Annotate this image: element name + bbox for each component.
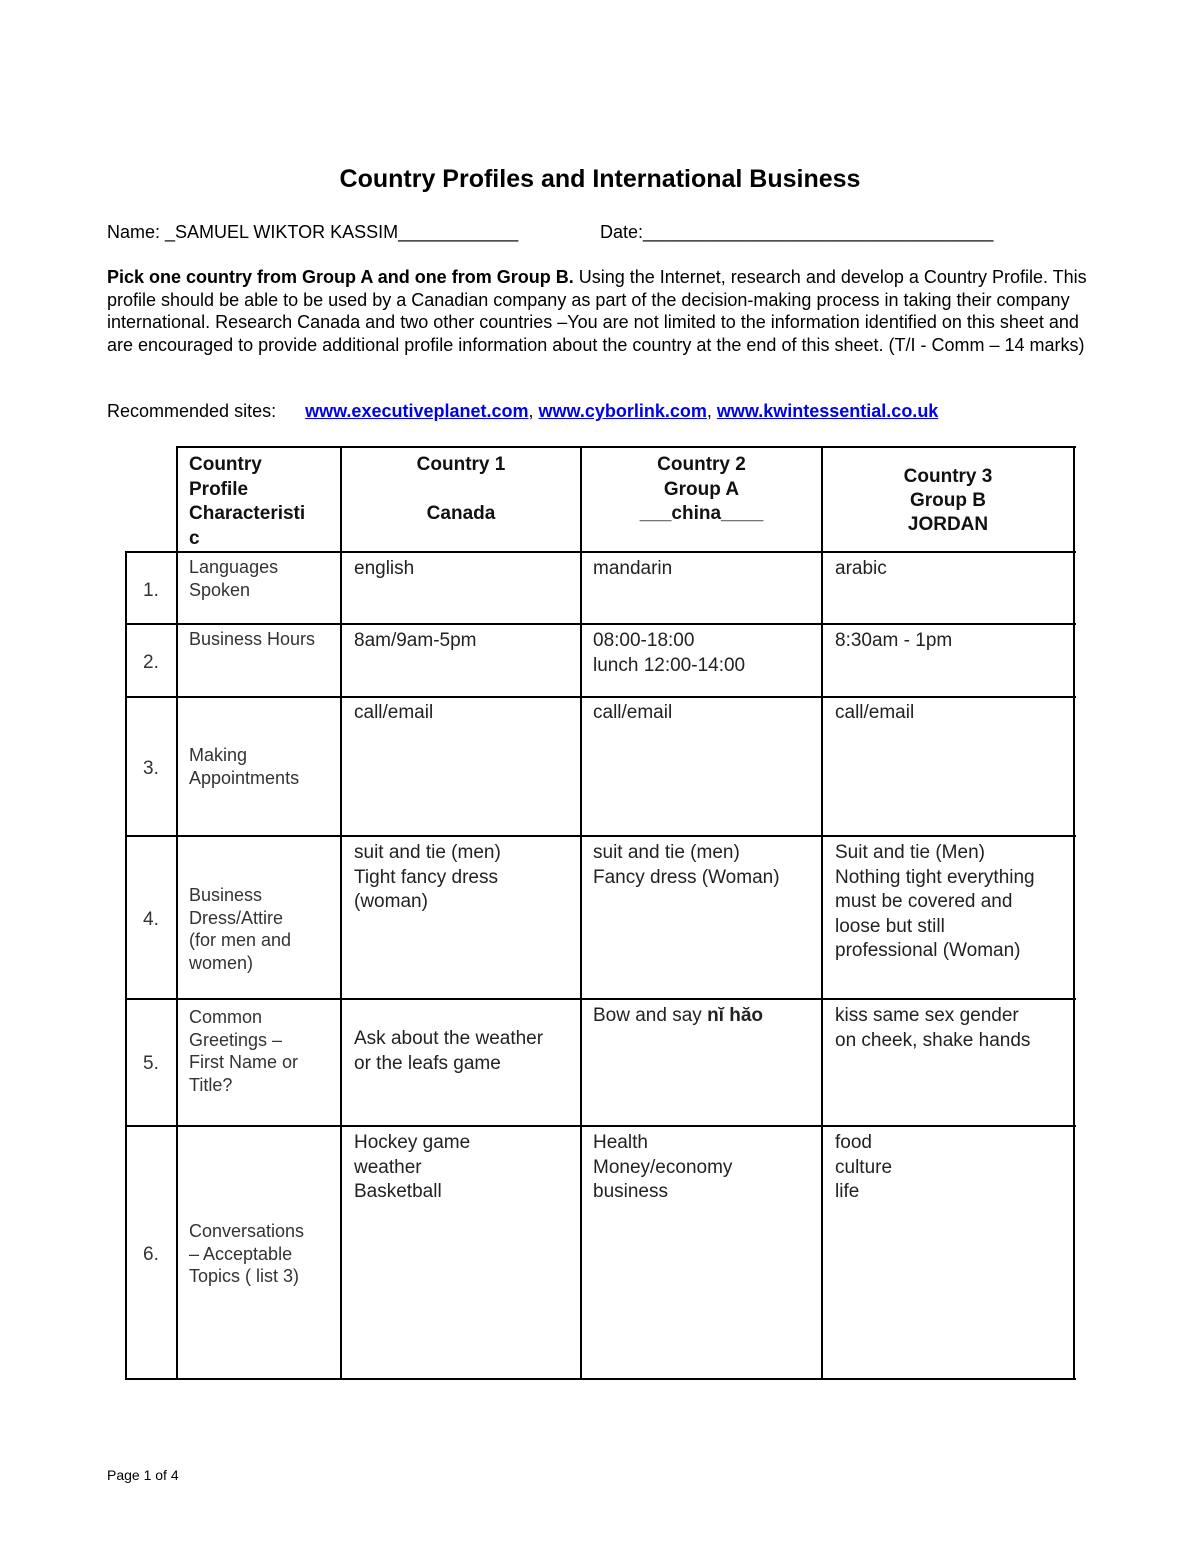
name-value[interactable]: _SAMUEL WIKTOR KASSIM____________ (165, 222, 519, 242)
cell-canada: Ask about the weather or the leafs game (354, 1028, 544, 1074)
header-country-2: Country 2 Group A ___china____ (639, 454, 764, 524)
cell-china: 08:00-18:00 lunch 12:00-14:00 (593, 630, 746, 676)
date-line (600, 222, 993, 243)
row-label: Business Dress/Attire (for men and women) (189, 885, 292, 973)
link-executiveplanet[interactable]: www.executiveplanet.com (305, 401, 529, 421)
page-number: Page 1 of 4 (107, 1467, 179, 1483)
table-border (125, 551, 127, 1380)
link-cyborlink[interactable]: www.cyborlink.com (538, 401, 707, 421)
table-border (1073, 446, 1075, 1380)
row-number: 1. (143, 580, 159, 601)
name-line (107, 222, 518, 243)
cell-canada: english (354, 558, 415, 579)
row-number: 3. (143, 758, 159, 779)
table-border (125, 696, 1076, 698)
cell-china: suit and tie (men) Fancy dress (Woman) (593, 842, 780, 888)
instructions (107, 266, 1092, 356)
cell-jordan: kiss same sex gender on cheek, shake hands (835, 1005, 1031, 1051)
recommended-sites: Recommended sites: www.executiveplanet.com, www.cyborlink.com, www.kwintessential.co.uk (107, 401, 939, 421)
header-country-3: Country 3 Group B JORDAN (903, 466, 993, 535)
name-label: Name: (107, 222, 161, 242)
date-value[interactable]: ___________________________________ (643, 222, 994, 242)
cell-canada: Hockey game weather Basketball (354, 1132, 471, 1202)
cell-china: call/email (593, 702, 673, 723)
cell-canada: call/email (354, 702, 434, 723)
table-border (821, 446, 823, 1380)
cell-jordan: arabic (835, 558, 887, 579)
header-country-1: Country 1 Canada (416, 454, 506, 524)
table-border (125, 551, 1076, 553)
cell-canada: suit and tie (men) Tight fancy dress (woman) (354, 842, 501, 912)
cell-canada: 8am/9am-5pm (354, 630, 477, 651)
table-border (125, 623, 1076, 625)
instructions-text: Using the Internet, research and develop a Country Profile. This profile should be able to be used by a Canadian company as part of the decision-making process in taking their company international. Research Canada and two other countries –You are not limited to the information identified on this sheet and are encouraged to provide additional profile information about the country at the end of this sheet. (T/I - Comm – 14 marks) (107, 267, 1087, 355)
cell-jordan: food culture life (835, 1132, 893, 1202)
row-label: Business Hours (189, 629, 316, 649)
document-title: Country Profiles and International Business (339, 165, 861, 193)
cell-jordan: Suit and tie (Men) Nothing tight everything must be covered and loose but still professional (Woman) (835, 842, 1035, 961)
table-border (125, 1378, 1076, 1380)
cell-jordan: 8:30am - 1pm (835, 630, 953, 651)
table-border (176, 446, 178, 1380)
row-label: Common Greetings – First Name or Title? (189, 1007, 299, 1095)
cell-china (593, 1004, 763, 1029)
cell-jordan: call/email (835, 702, 915, 723)
recommended-label: Recommended sites: (107, 401, 277, 421)
header-characteristic: Country Profile Characteristi c (189, 454, 306, 549)
date-label: Date: (600, 222, 644, 242)
row-label: Conversations – Acceptable Topics ( list 3) (189, 1221, 305, 1286)
row-label: Languages Spoken (189, 557, 279, 600)
table-border (125, 998, 1076, 1000)
table-border (580, 446, 582, 1380)
instructions-bold: Pick one country from Group A and one from Group B. (107, 267, 574, 287)
table-border (176, 446, 1076, 448)
row-number: 4. (143, 909, 159, 930)
row-number: 6. (143, 1244, 159, 1265)
table-border (125, 835, 1076, 837)
greeting-phrase: nĭ hăo (707, 1005, 764, 1026)
row-number: 5. (143, 1053, 159, 1074)
greeting-text: Bow and say (593, 1005, 708, 1026)
row-label: Making Appointments (189, 745, 300, 788)
cell-china: Health Money/economy business (593, 1132, 733, 1202)
table-border (125, 1125, 1076, 1127)
table-border (340, 446, 342, 1380)
cell-china: mandarin (593, 558, 673, 579)
row-number: 2. (143, 652, 159, 673)
link-kwintessential[interactable]: www.kwintessential.co.uk (716, 401, 939, 421)
